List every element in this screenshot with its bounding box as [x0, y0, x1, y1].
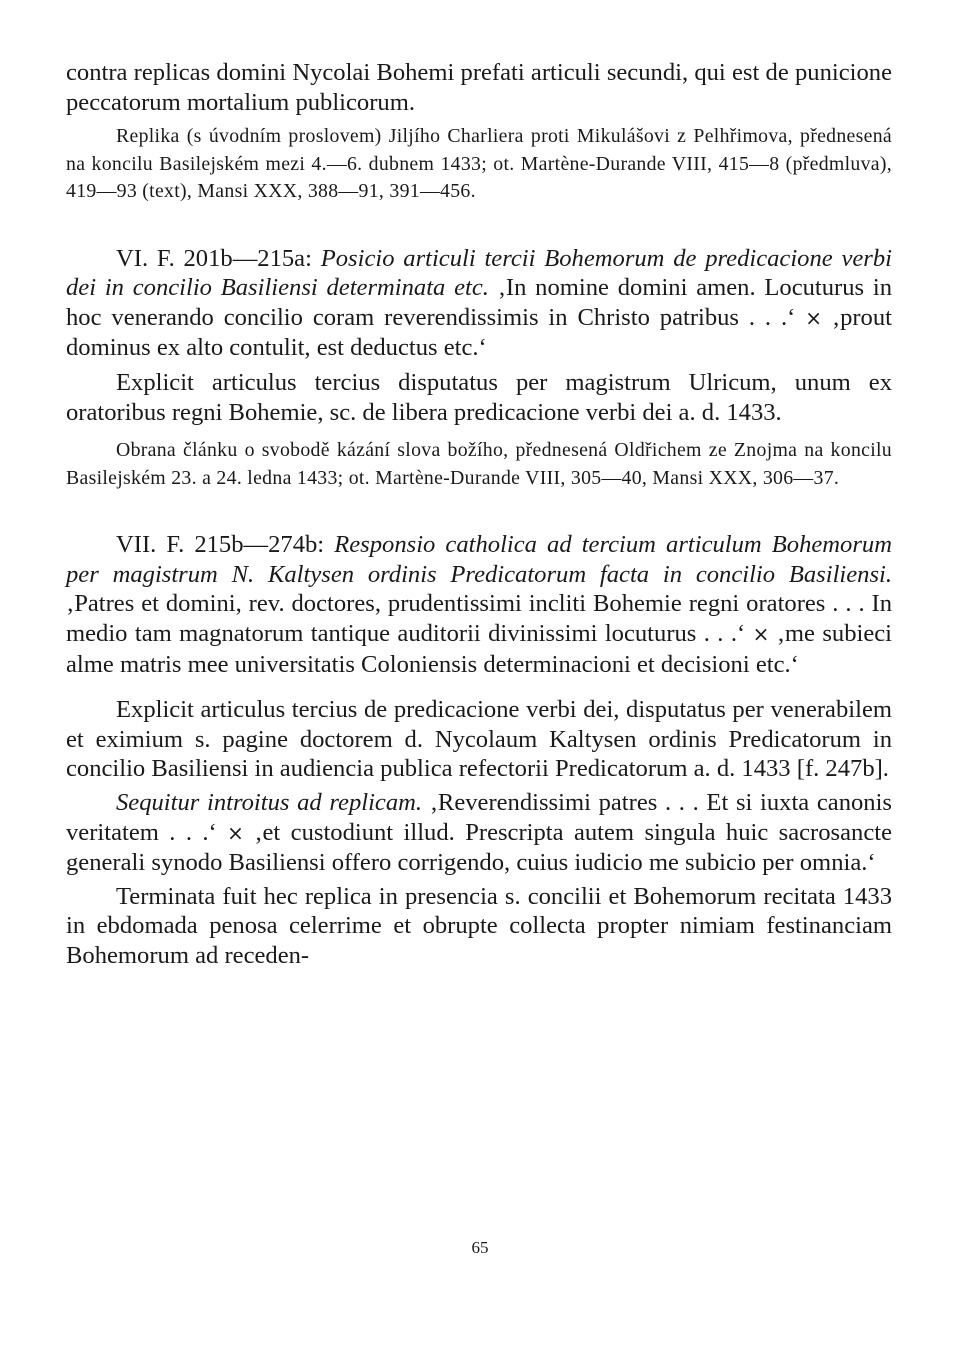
- section-vi-incipit: ‚In nomine domini amen. Locuturus in hoc venerando concilio coram reverendissimis in Christo patribus . . .‘: [66, 274, 892, 331]
- cross-mark: ×: [227, 820, 244, 845]
- section-vi-title: Posicio articuli tercii Bohemorum de predicacione verbi dei in concilio Basiliensi determinata etc.: [66, 244, 892, 302]
- note-replika-charlier: Replika (s úvodním proslovem) Jiljího Charliera proti Mikulášovi z Pelhřimova, přednesená na koncilu Basilejském mezi 4.—6. dubnem 1433; ot. Martène-Durande VIII, 415—8 (předmluva), 419—93 (text), Mansi XXX, 388—91, 391—456.: [66, 125, 892, 203]
- section-vi-ref: VI. F. 201b—215a:: [116, 244, 321, 272]
- section-vii-sequitur: [66, 788, 892, 878]
- section-vii-explicit-short: ‚me subieci alme matris mee universitatis Coloniensis determinacioni et decisioni etc.‘: [66, 620, 892, 678]
- cross-mark: ×: [752, 622, 770, 647]
- page-body: [66, 58, 892, 971]
- sequitur-text: ‚Reverendissimi patres . . . Et si iuxta canonis veritatem . . .‘: [66, 789, 892, 846]
- section-vii-terminata: Terminata fuit hec replica in presencia s. concilii et Bohemorum recitata 1433 in ebdomada penosa celerrime et obrupte collecta propter nimiam festinanciam Bohemorum ad receden-: [66, 882, 892, 969]
- cross-mark: ×: [805, 305, 822, 330]
- section-vii-ref: VII. F. 215b—274b:: [116, 531, 335, 559]
- sequitur-label: Sequitur introitus ad replicam.: [116, 789, 423, 816]
- page-number: 65: [471, 1238, 489, 1257]
- sequitur-end: ‚et custodiunt illud. Prescripta autem singula huic sacrosancte generali synodo Basiliensi offero corrigendo, cuius iudicio me subicio per omnia.‘: [66, 818, 892, 877]
- section-vii-incipit: ‚Patres et domini, rev. doctores, prudentissimi incliti Bohemie regni oratores . . . In medio tam magnatorum tantique auditorii divinissimi locuturus . . .‘: [66, 590, 892, 648]
- section-vi: [66, 244, 892, 363]
- section-vi-explicit: Explicit articulus tercius disputatus per magistrum Ulricum, unum ex oratoribus regni Bohemie, sc. de libera predicacione verbi dei a. d. 1433.: [66, 369, 892, 426]
- paragraph-contra-replicas: contra replicas domini Nycolai Bohemi prefati articuli secundi, qui est de punicione peccatorum mortalium publicorum.: [66, 59, 892, 116]
- note-obrana-clanku: Obrana článku o svobodě kázání slova božího, přednesená Oldřichem ze Znojma na koncilu Basilejském 23. a 24. ledna 1433; ot. Martène-Durande VIII, 305—40, Mansi XXX, 306—37.: [66, 439, 892, 489]
- section-vii: [66, 530, 892, 679]
- section-vi-explicit-short: ‚prout dominus ex alto contulit, est deductus etc.‘: [66, 303, 892, 362]
- section-vii-explicit: Explicit articulus tercius de predicacione verbi dei, disputatus per venerabilem et eximium s. pagine doctorem d. Nycolaum Kaltysen ordinis Predicatorum in concilio Basiliensi in audiencia publica refectorii Predicatorum a. d. 1433 [f. 247b].: [66, 696, 892, 783]
- section-vii-title: Responsio catholica ad tercium articulum Bohemorum per magistrum N. Kaltysen ordinis Predicatorum facta in concilio Basiliensi.: [66, 531, 892, 588]
